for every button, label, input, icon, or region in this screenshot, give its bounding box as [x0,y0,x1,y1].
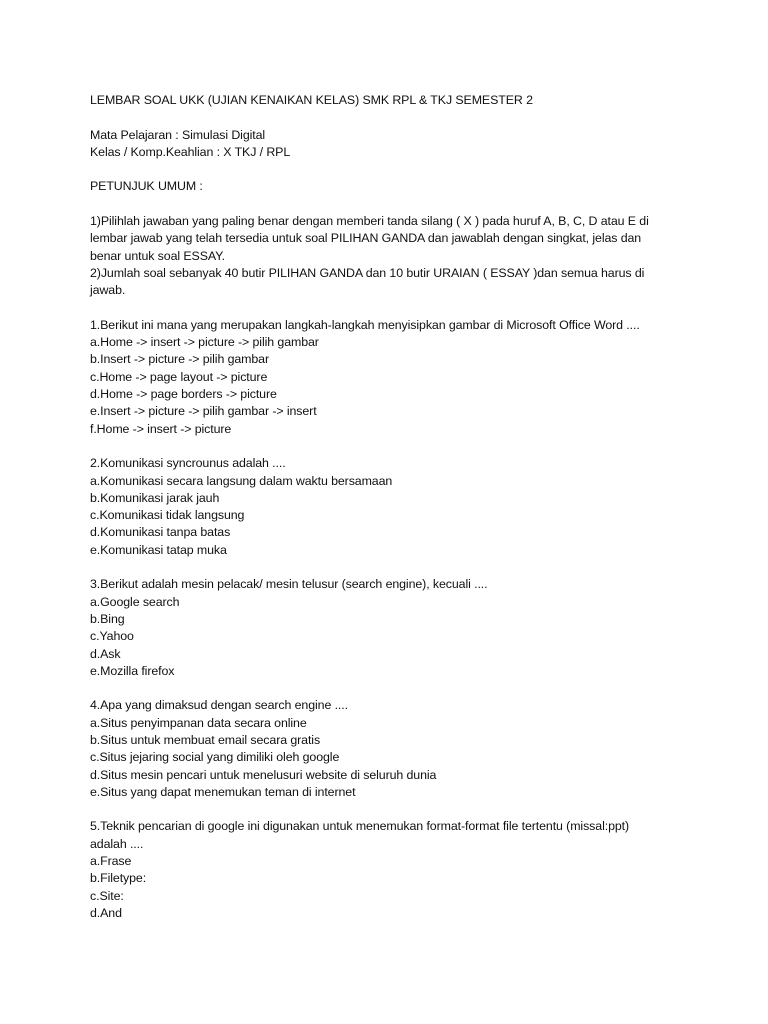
q2-option-c: c.Komunikasi tidak langsung [90,508,245,523]
q3-option-e: e.Mozilla firefox [90,663,175,678]
q1-option-e: e.Insert -> picture -> pilih gambar -> insert [90,404,317,419]
question-5-line-2: adalah .... [90,836,144,851]
q1-option-a: a.Home -> insert -> picture -> pilih gambar [90,335,319,350]
question-5-line-1: 5.Teknik pencarian di google ini digunakan untuk menemukan format-format file tertentu (missal:ppt) [90,819,630,834]
q1-option-c: c.Home -> page layout -> picture [90,369,268,384]
spacer [90,559,690,576]
instruction-2-line-1: 2)Jumlah soal sebanyak 40 butir PILIHAN GANDA dan 10 butir URAIAN ( ESSAY )dan semua harus di [90,265,645,280]
q1-option-f: f.Home -> insert -> picture [90,421,232,436]
q1-option-b: b.Insert -> picture -> pilih gambar [90,352,270,367]
q2-option-e: e.Komunikasi tatap muka [90,542,227,557]
q5-option-a: a.Frase [90,854,132,869]
q4-option-e: e.Situs yang dapat menemukan teman di internet [90,784,356,799]
q4-option-d: d.Situs mesin pencari untuk menelusuri website di seluruh dunia [90,767,437,782]
q4-option-b: b.Situs untuk membuat email secara gratis [90,732,321,747]
q1-option-d: d.Home -> page borders -> picture [90,387,277,402]
class-line: Kelas / Komp.Keahlian : X TKJ / RPL [90,144,291,159]
subject-line: Mata Pelajaran : Simulasi Digital [90,127,266,142]
q3-option-d: d.Ask [90,646,121,661]
question-3: 3.Berikut adalah mesin pelacak/ mesin telusur (search engine), kecuali .... [90,577,488,592]
spacer [90,161,690,178]
instructions-heading: PETUNJUK UMUM : [90,179,203,194]
document-title: LEMBAR SOAL UKK (UJIAN KENAIKAN KELAS) SMK RPL & TKJ SEMESTER 2 [90,93,533,107]
spacer [90,196,690,213]
q4-option-a: a.Situs penyimpanan data secara online [90,715,307,730]
q3-option-a: a.Google search [90,594,180,609]
question-4: 4.Apa yang dimaksud dengan search engine .... [90,698,348,713]
question-1: 1.Berikut ini mana yang merupakan langkah-langkah menyisipkan gambar di Microsoft Office Word .... [90,317,640,332]
q5-option-c: c.Site: [90,888,124,903]
spacer [90,438,690,455]
q4-option-c: c.Situs jejaring social yang dimiliki oleh google [90,750,340,765]
document-page [90,92,690,922]
instruction-1-line-3: benar untuk soal ESSAY. [90,248,226,263]
instruction-1-line-1: 1)Pilihlah jawaban yang paling benar dengan memberi tanda silang ( X ) pada huruf A, B, C, D atau E di [90,214,649,229]
q5-option-b: b.Filetype: [90,871,147,886]
q3-option-b: b.Bing [90,611,125,626]
q5-option-d: d.And [90,905,122,920]
question-2: 2.Komunikasi syncrounus adalah .... [90,456,286,471]
instruction-2-line-2: jawab. [90,283,126,298]
spacer [90,300,690,317]
spacer [90,109,690,126]
q2-option-a: a.Komunikasi secara langsung dalam waktu bersamaan [90,473,393,488]
q2-option-b: b.Komunikasi jarak jauh [90,490,220,505]
spacer [90,801,690,818]
instruction-1-line-2: lembar jawab yang telah tersedia untuk soal PILIHAN GANDA dan jawablah dengan singkat, jelas dan [90,231,642,246]
q2-option-d: d.Komunikasi tanpa batas [90,525,231,540]
q3-option-c: c.Yahoo [90,629,134,644]
spacer [90,680,690,697]
